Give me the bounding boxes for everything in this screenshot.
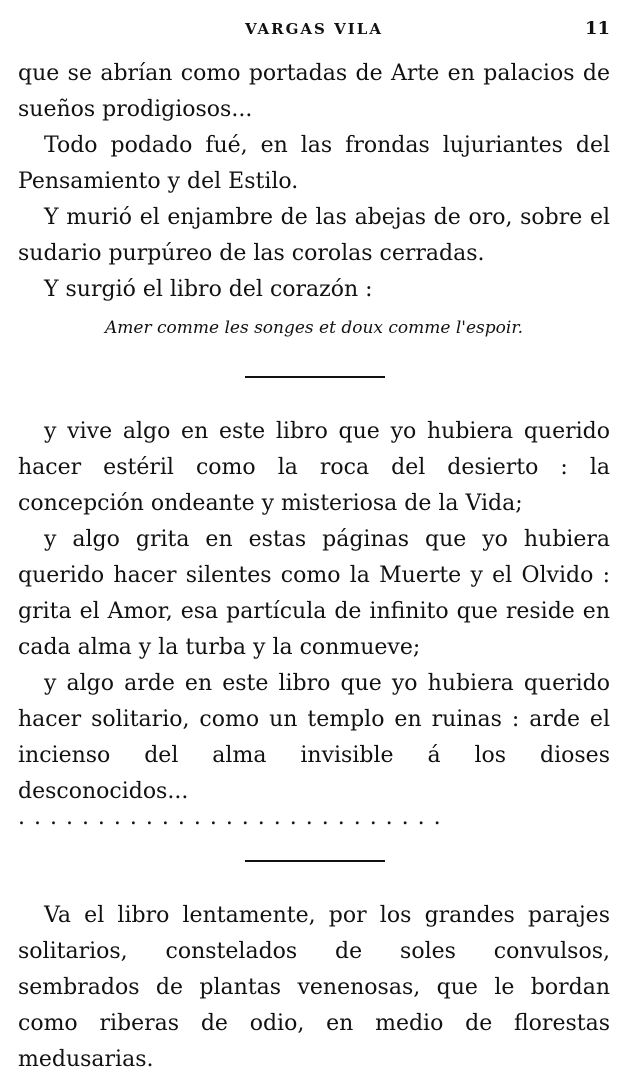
running-head: VARGAS VILA bbox=[245, 20, 383, 38]
text-block-bottom bbox=[18, 898, 610, 1078]
page-number: 11 bbox=[584, 18, 610, 39]
paragraph: Todo podado fué, en las frondas lujuriantes del Pensamiento y del Estilo. bbox=[18, 133, 610, 194]
ellipsis-row: . . . . . . . . . . . . . . . . . . . . . . . . . . . bbox=[18, 805, 442, 830]
section-divider bbox=[245, 376, 385, 378]
epigraph-quote: Amer comme les songes et doux comme l'espoir. bbox=[105, 318, 523, 338]
page-header bbox=[18, 18, 610, 42]
paragraph: y algo arde en este libro que yo hubiera querido hacer solitario, como un templo en ruinas : arde el incienso del alma invisible á los dioses desconocidos... bbox=[18, 671, 610, 804]
paragraph: y algo grita en estas páginas que yo hubiera querido hacer silentes como la Muerte y el Olvido : grita el Amor, esa partícula de infinito que reside en cada alma y la turba y la conmueve; bbox=[18, 527, 610, 660]
paragraph: que se abrían como portadas de Arte en palacios de sueños prodigiosos... bbox=[18, 61, 610, 122]
text-block-top bbox=[18, 56, 610, 308]
paragraph: Va el libro lentamente, por los grandes parajes solitarios, constelados de soles convulsos, sembrados de plantas venenosas, que le bordan como riberas de odio, en medio de florestas medusarias. bbox=[18, 903, 610, 1072]
paragraph: Y murió el enjambre de las abejas de oro, sobre el sudario purpúreo de las corolas cerradas. bbox=[18, 205, 610, 266]
section-divider bbox=[245, 860, 385, 862]
paragraph: y vive algo en este libro que yo hubiera querido hacer estéril como la roca del desierto : la concepción ondeante y misteriosa de la Vida; bbox=[18, 419, 610, 516]
text-block-middle bbox=[18, 414, 610, 810]
paragraph: Y surgió el libro del corazón : bbox=[44, 277, 373, 302]
